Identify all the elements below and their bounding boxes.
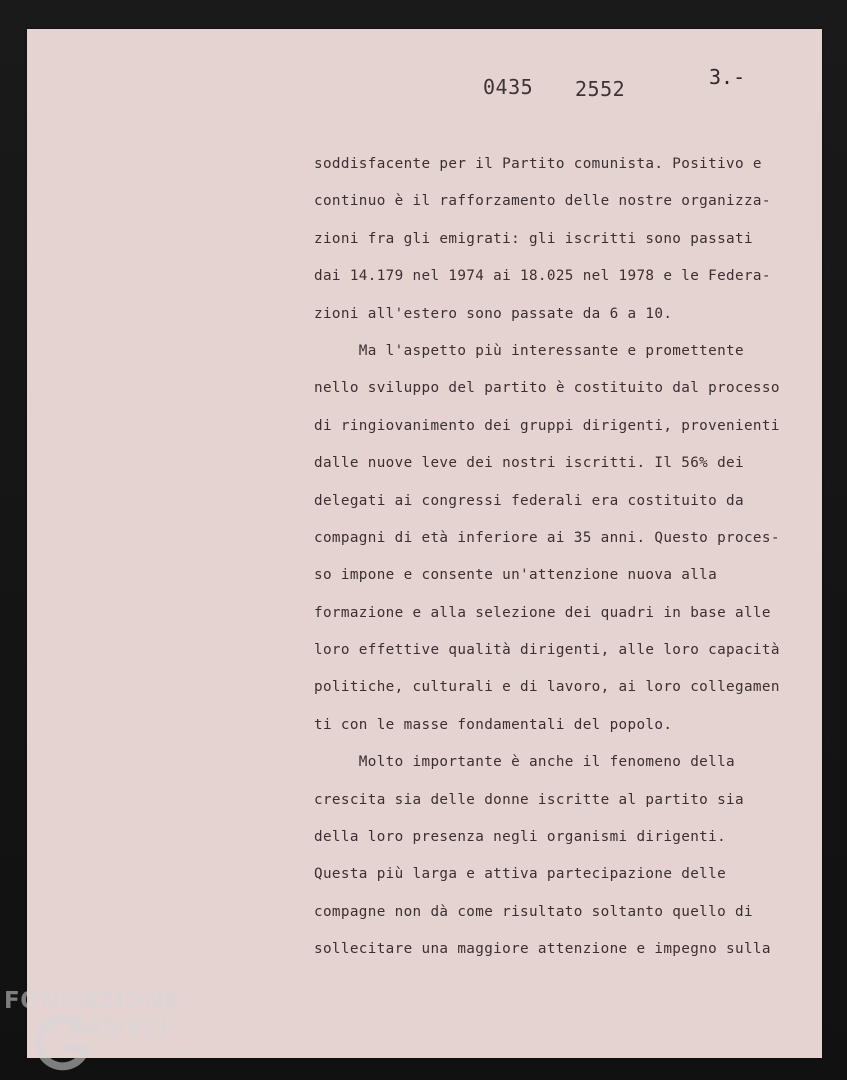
text-line: loro effettive qualità dirigenti, alle loro capacità	[314, 642, 780, 659]
text-line: continuo è il rafforzamento delle nostre organizza-	[314, 193, 771, 210]
text-line: so impone e consente un'attenzione nuova alla	[314, 567, 718, 584]
watermark-line2: RAMSCI	[66, 1015, 170, 1041]
text-line: delegati ai congressi federali era costituito da	[314, 492, 744, 509]
watermark-onlus: onlus	[172, 1048, 197, 1058]
text-line: zioni all'estero sono passate da 6 a 10.	[314, 305, 673, 322]
body-text	[314, 146, 819, 969]
text-line: compagni di età inferiore ai 35 anni. Questo proces-	[314, 529, 780, 546]
typewritten-page	[27, 29, 822, 1058]
text-line: zioni fra gli emigrati: gli iscritti sono passati	[314, 230, 753, 247]
text-line: di ringiovanimento dei gruppi dirigenti, provenienti	[314, 417, 780, 434]
text-line: formazione e alla selezione dei quadri in base alle	[314, 604, 771, 621]
text-line: Questa più larga e attiva partecipazione delle	[314, 866, 727, 883]
text-line: soddisfacente per il Partito comunista. Positivo e	[314, 156, 762, 172]
text-line: Ma l'aspetto più interessante e promettente	[314, 342, 744, 359]
text-line: compagne non dà come risultato soltanto quello di	[314, 903, 753, 920]
watermark-line1: FONDAZIONE	[4, 988, 181, 1014]
text-line: ti con le masse fondamentali del popolo.	[314, 716, 673, 733]
page-number: 3.-	[709, 65, 746, 89]
text-line: crescita sia delle donne iscritte al partito sia	[314, 791, 744, 808]
text-line: dai 14.179 nel 1974 ai 18.025 nel 1978 e le Federa-	[314, 268, 771, 285]
archive-number-1: 0435	[483, 75, 534, 99]
archive-number-2: 2552	[575, 77, 626, 101]
text-line: politiche, culturali e di lavoro, ai loro collegamen	[314, 679, 780, 696]
text-line: sollecitare una maggiore attenzione e impegno sulla	[314, 941, 771, 958]
fondazione-gramsci-watermark	[4, 988, 214, 1078]
text-line: nello sviluppo del partito è costituito dal processo	[314, 380, 780, 397]
text-line: dalle nuove leve dei nostri iscritti. Il 56% dei	[314, 455, 744, 472]
text-line: Molto importante è anche il fenomeno della	[314, 754, 735, 771]
text-line: della loro presenza negli organismi dirigenti.	[314, 829, 727, 846]
